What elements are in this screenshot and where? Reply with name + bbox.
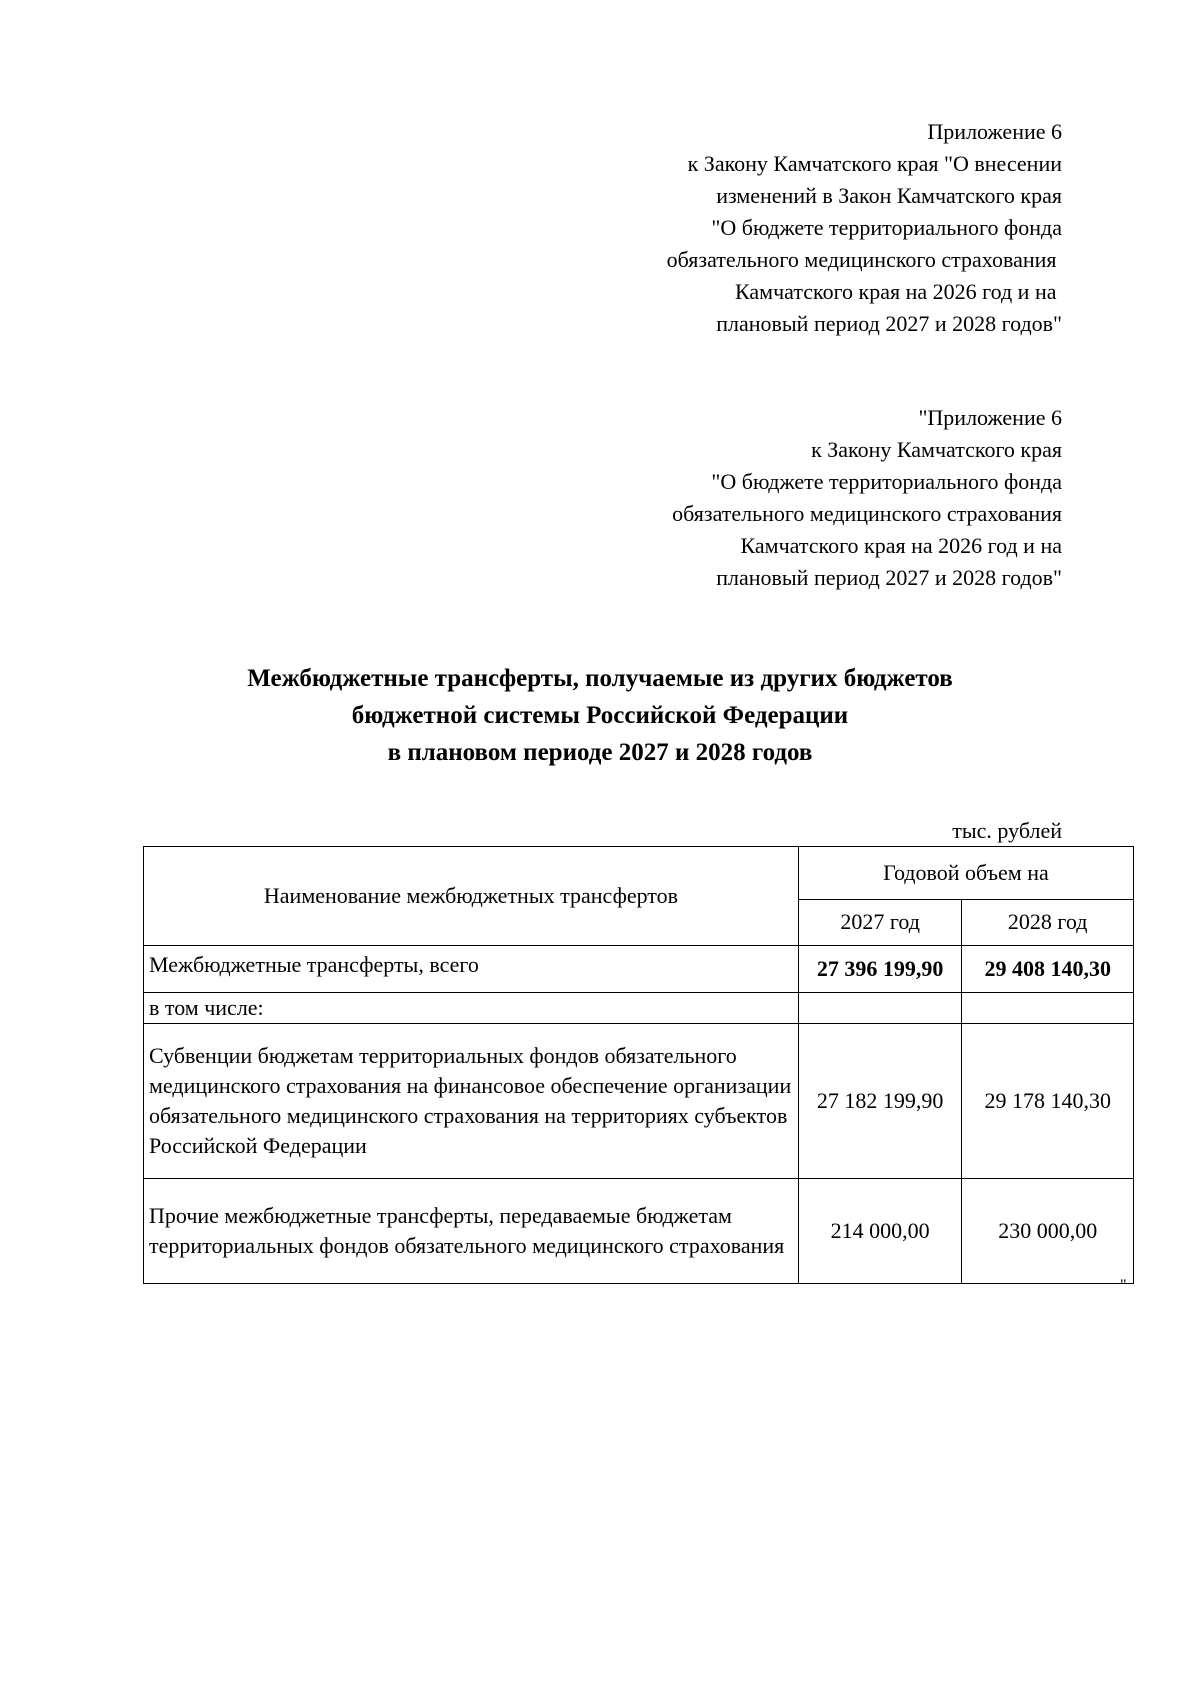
value-2028: 230 000,00 — [962, 1179, 1134, 1284]
closing-quote: " — [1120, 1277, 1127, 1294]
annex-line: Камчатского края на 2026 год и на — [740, 533, 1062, 558]
header-year-2028: 2028 год — [962, 899, 1134, 945]
annex-line: обязательного медицинского страхования — [666, 247, 1062, 272]
row-name: Прочие межбюджетные трансферты, передаваемые бюджетам территориальных фондов обязательного медицинского страхования — [144, 1179, 799, 1284]
table-row-total — [144, 946, 1134, 993]
annex-line: Приложение 6 — [927, 119, 1062, 144]
table-header-row — [144, 847, 1134, 900]
annex-line: "О бюджете территориального фонда — [711, 215, 1062, 240]
annex-line: Камчатского края на 2026 год и на — [735, 279, 1062, 304]
transfers-table — [143, 846, 1134, 1284]
title-line: бюджетной системы Российской Федерации — [351, 702, 849, 729]
annex-line: обязательного медицинского страхования — [672, 501, 1062, 526]
value-2028: 29 178 140,30 — [962, 1024, 1134, 1179]
row-name: в том числе: — [144, 993, 799, 1024]
annex-line: "Приложение 6 — [918, 405, 1062, 430]
table-row-subventions — [144, 1024, 1134, 1179]
annex-line: плановый период 2027 и 2028 годов" — [716, 311, 1062, 336]
annex-line: к Закону Камчатского края "О внесении — [687, 151, 1062, 176]
value-2027: 214 000,00 — [798, 1179, 961, 1284]
units-label: тыс. рублей — [952, 818, 1062, 843]
value-2027 — [798, 993, 961, 1024]
annex-header-amending-law — [667, 116, 1062, 340]
annex-line: "О бюджете территориального фонда — [711, 469, 1062, 494]
header-year-2027: 2027 год — [798, 899, 961, 945]
header-annual-volume: Годовой объем на — [798, 847, 1133, 900]
table-row-other-transfers — [144, 1179, 1134, 1284]
value-2027: 27 182 199,90 — [798, 1024, 961, 1179]
document-title — [130, 660, 1070, 771]
annex-line: плановый период 2027 и 2028 годов" — [716, 565, 1062, 590]
value-2027: 27 396 199,90 — [798, 946, 961, 993]
annex-line: изменений в Закон Камчатского края — [716, 183, 1062, 208]
value-2028: 29 408 140,30 — [962, 946, 1134, 993]
header-name: Наименование межбюджетных трансфертов — [144, 847, 799, 946]
annex-line: к Закону Камчатского края — [811, 437, 1062, 462]
row-name: Межбюджетные трансферты, всего — [144, 946, 799, 993]
title-line: в плановом периоде 2027 и 2028 годов — [387, 739, 813, 766]
table-row-including — [144, 993, 1134, 1024]
title-line: Межбюджетные трансферты, получаемые из других бюджетов — [247, 665, 953, 692]
row-name: Субвенции бюджетам территориальных фондов обязательного медицинского страхования на финансовое обеспечение организации обязательного медицинского страхования на территориях субъектов Российской Федерации — [144, 1024, 799, 1179]
value-2028 — [962, 993, 1134, 1024]
annex-header-original-law — [672, 402, 1062, 594]
